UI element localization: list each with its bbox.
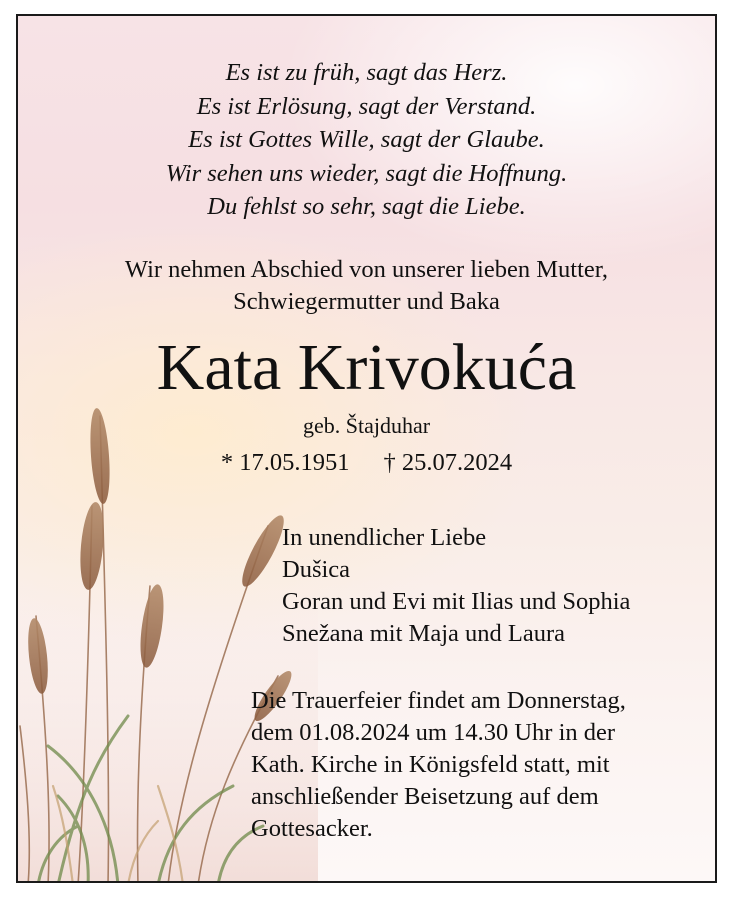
service-line: Die Trauerfeier findet am Donnerstag,	[251, 687, 626, 714]
mourners-list	[282, 522, 630, 650]
birth-date: * 17.05.1951	[220, 449, 350, 476]
mourner-line: Goran und Evi mit Ilias und Sophia	[282, 588, 631, 615]
poem-line: Es ist zu früh, sagt das Herz.	[225, 59, 508, 86]
funeral-service-info	[251, 685, 626, 845]
poem-line: Es ist Gottes Wille, sagt der Glaube.	[188, 126, 545, 153]
service-line: dem 01.08.2024 um 14.30 Uhr in der	[251, 719, 616, 746]
service-line: Kath. Kirche in Königsfeld statt, mit	[251, 751, 610, 778]
poem-line: Du fehlst so sehr, sagt die Liebe.	[207, 193, 526, 220]
intro-line: Wir nehmen Abschied von unserer lieben Mutter,	[124, 256, 609, 283]
intro-line: Schwiegermutter und Baka	[233, 288, 500, 315]
mourner-line: Snežana mit Maja und Laura	[282, 620, 566, 647]
mourner-line: In unendlicher Liebe	[282, 524, 487, 551]
farewell-intro	[18, 254, 715, 318]
poem-line: Es ist Erlösung, sagt der Verstand.	[196, 92, 537, 120]
service-line: Gottesacker.	[251, 815, 373, 842]
mourner-line: Dušica	[282, 556, 351, 583]
service-line: anschließender Beisetzung auf dem	[251, 783, 599, 810]
poem-line: Wir sehen uns wieder, sagt die Hoffnung.	[165, 159, 568, 187]
maiden-name: geb. Štajduhar	[302, 413, 431, 438]
death-date: † 25.07.2024	[383, 449, 513, 476]
life-dates	[18, 448, 715, 478]
obituary-card	[16, 14, 717, 883]
deceased-name: Kata Krivokuća	[156, 331, 577, 404]
poem	[18, 56, 715, 224]
